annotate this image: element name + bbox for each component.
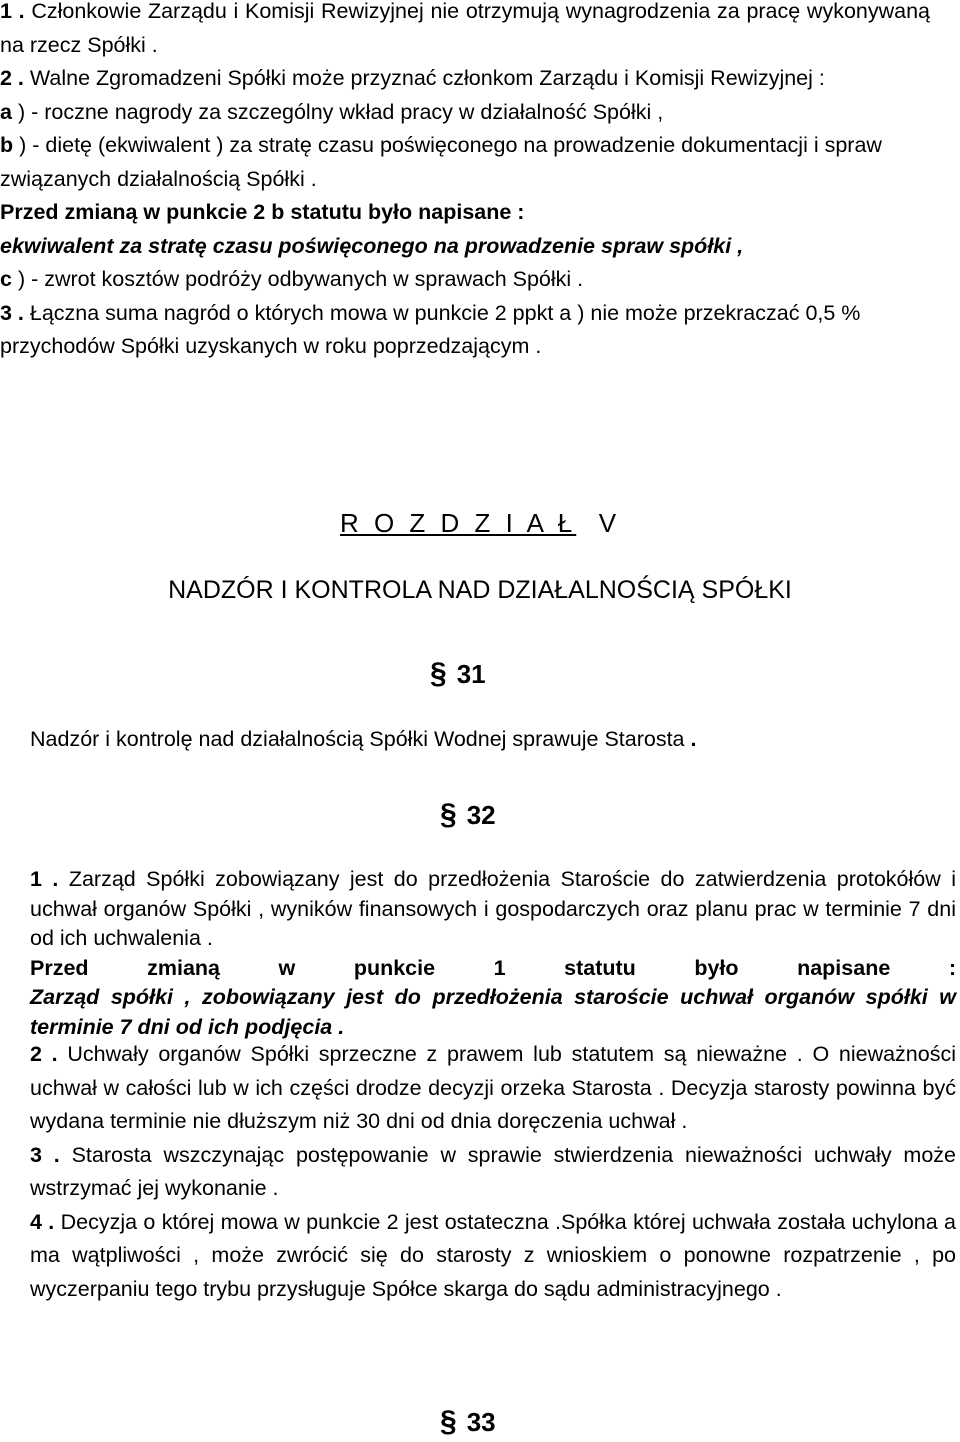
item-b-text: ) - dietę (ekwiwalent ) za stratę czasu poświęconego na prowadzenie dokumentacji i spraw związanych działalnością Spółki . [0,133,882,191]
item-c-text: ) - zwrot kosztów podróży odbywanych w sprawach Spółki . [11,267,584,291]
s32-point-4-text: Decyzja o której mowa w punkcie 2 jest ostateczna .Spółka której uchwała została uchylona a ma wątpliwości , może zwrócić się do starosty z wnioskiem o ponowne rozpatrzenie , po wyczerpaniu tego trybu przysługuje Spółce skarga do sądu administracyjnego . [30,1209,957,1301]
point-1-number: 1 . [0,0,25,23]
amendment-note-2 [30,954,956,984]
amendment-intro-1: Przed zmianą w punkcie 2 b statutu było napisane : [0,200,525,224]
point-3 [0,297,930,364]
s32-point-1 [30,865,956,954]
point-3-number: 3 . [0,300,24,325]
section-32-heading [440,797,496,833]
s32-point-4-number: 4 . [30,1209,55,1234]
chapter-title [0,503,960,543]
section-32-body-cont [30,1038,956,1306]
s32-point-3-text: Starosta wszczynając postępowanie w sprawie stwierdzenia nieważności uchwały może wstrzymać jej wykonanie . [30,1142,956,1200]
remuneration-section [0,0,930,364]
point-2 [0,62,930,96]
s32-point-4 [30,1206,956,1307]
item-a-text: ) - roczne nagrody za szczególny wkład pracy w działalność Spółki , [11,99,664,124]
item-a-label: a [0,99,12,124]
s32-point-2-text: Uchwały organów Spółki sprzeczne z prawem lub statutem są nieważne . O nieważności uchwał w całości lub w ich części drodze decyzji orzeka Starosta . Decyzja starosty powinna być wydana terminie nie dłuższym niż 30 dni od dnia doręczenia uchwał . [30,1042,957,1133]
section-32-number: 32 [466,800,496,830]
s32-point-3 [30,1139,956,1206]
section-33-heading [440,1404,496,1440]
section-31-number: 31 [456,659,486,689]
item-a [0,96,930,130]
item-c-label: c [0,267,12,291]
point-3-text: Łączna suma nagród o których mowa w punkcie 2 ppkt a ) nie może przekraczać 0,5 % przychodów Spółki uzyskanych w roku poprzedzającym . [0,300,861,358]
section-symbol: § [440,1405,457,1438]
s32-point-3-number: 3 . [30,1142,60,1167]
chapter-number: V [598,508,621,538]
section-symbol: § [440,798,457,831]
section-31-heading [430,656,486,692]
point-2-number: 2 . [0,66,24,90]
point-1 [0,0,930,62]
s32-point-1-number: 1 . [30,867,59,891]
point-2-text: Walne Zgromadzeni Spółki może przyznać członkom Zarządu i Komisji Rewizyjnej : [23,66,825,90]
amendment-text-2 [30,983,956,1042]
item-b [0,129,930,196]
section-33-number: 33 [466,1407,496,1437]
amendment-text-1 [0,230,930,264]
section-symbol: § [430,657,447,690]
item-c [0,263,930,297]
chapter-subtitle: NADZÓR I KONTROLA NAD DZIAŁALNOŚCIĄ SPÓŁKI [168,576,792,604]
chapter-word: R O Z D Z I A Ł [339,508,577,538]
section-31-body [30,723,956,757]
section-32-body [30,865,956,1042]
section-31-text: Nadzór i kontrolę nad działalnością Spółki Wodnej sprawuje Starosta . [30,727,697,751]
amendment-quote-2: Zarząd spółki , zobowiązany jest do przedłożenia staroście uchwał organów spółki w terminie 7 dni od ich podjęcia . [30,985,956,1039]
s32-point-1-text: Zarząd Spółki zobowiązany jest do przedłożenia Staroście do zatwierdzenia protokółów i uchwał organów Spółki , wyników finansowych i gospodarczych oraz planu prac w terminie 7 dni od ich uchwalenia . [30,867,956,950]
point-1-text: Członkowie Zarządu i Komisji Rewizyjnej nie otrzymują wynagrodzenia za pracę wykonywaną na rzecz Spółki . [0,0,931,57]
amendment-note-1 [0,196,930,230]
s32-point-2 [30,1038,956,1139]
item-b-label: b [0,133,14,157]
amendment-quote-1: ekwiwalent za stratę czasu poświęconego na prowadzenie spraw spółki , [0,233,744,258]
s32-point-2-number: 2 . [30,1042,58,1066]
amendment-intro-2: Przed zmianą w punkcie 1 statutu było napisane : [30,955,956,980]
